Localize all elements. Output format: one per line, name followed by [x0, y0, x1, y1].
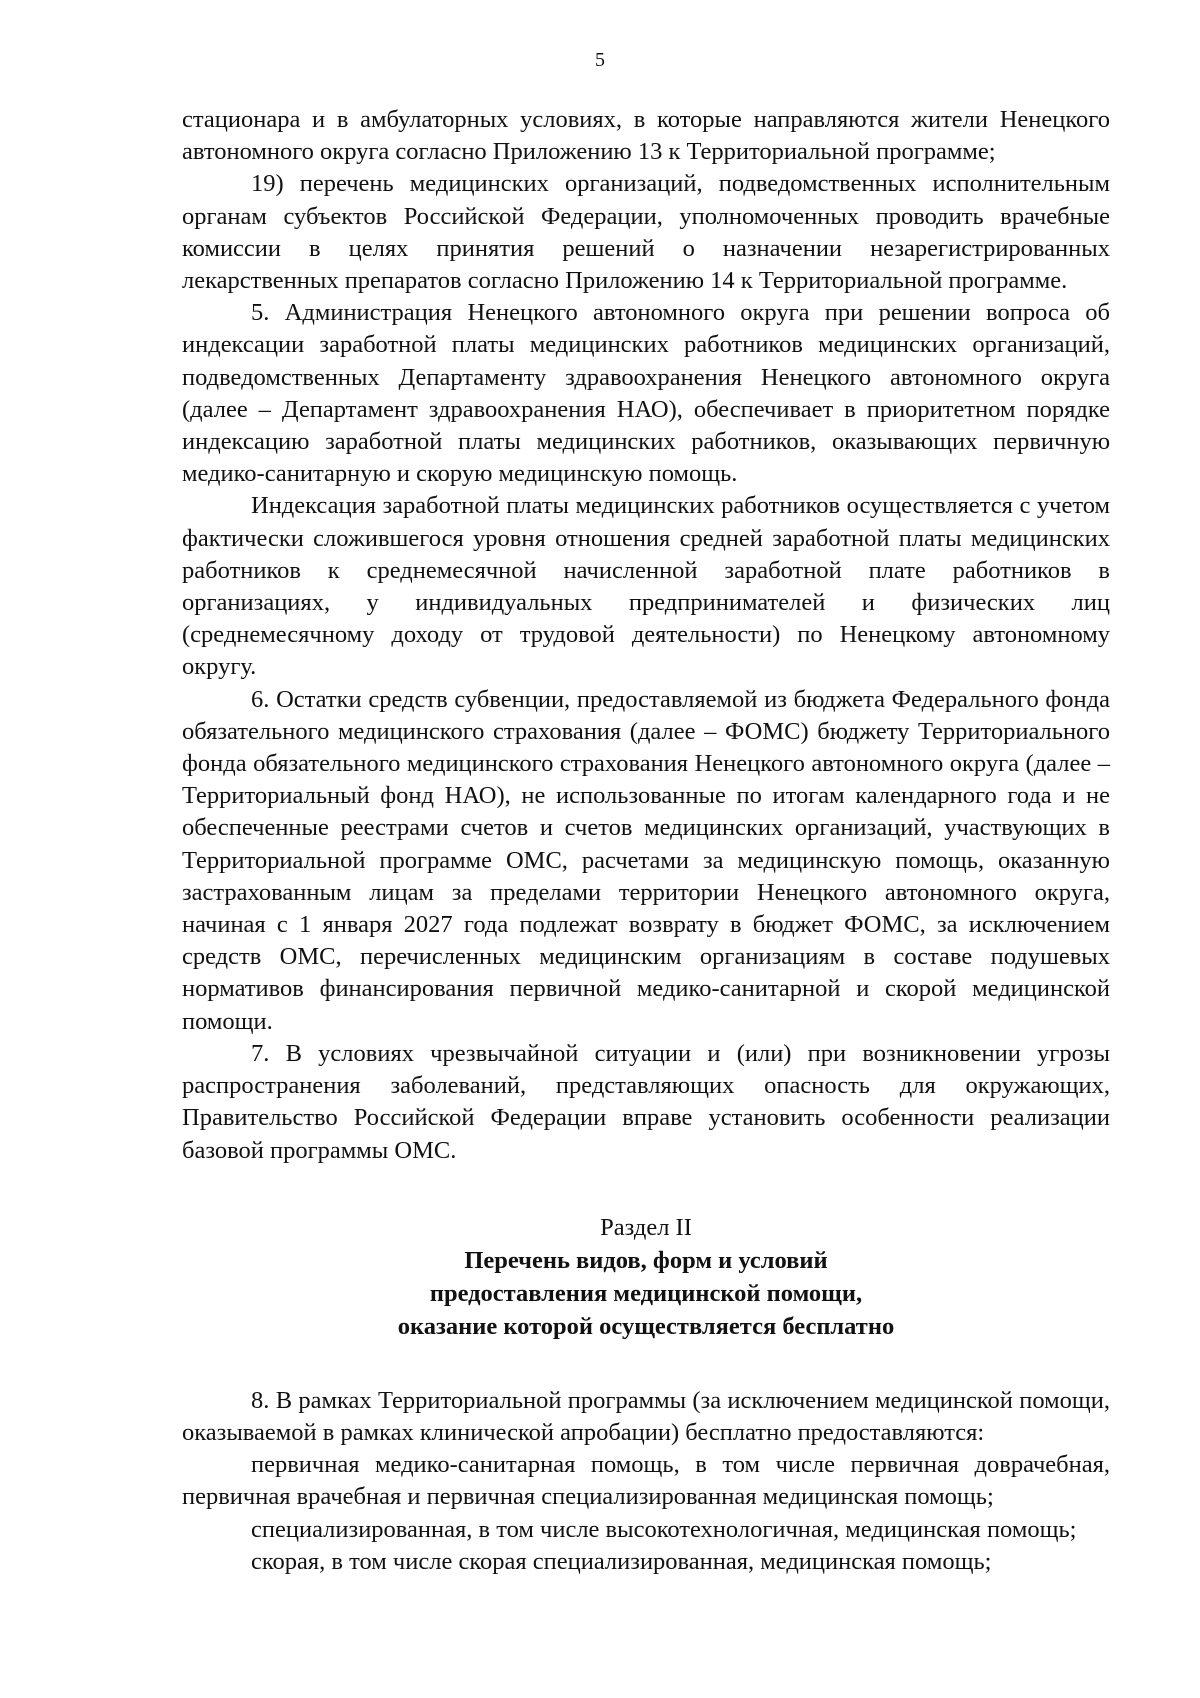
page-number: 5	[595, 49, 605, 71]
paragraph: 19) перечень медицинских организаций, подведомственных исполнительным органам субъектов Российской Федерации, уполномоченных проводить врачебные комиссии в целях принятия решений о назначении незарегистрированных лекарственных препаратов согласно Приложению 14 к Территориальной программе.	[182, 170, 1110, 295]
paragraph: 7. В условиях чрезвычайной ситуации и (или) при возникновении угрозы распространения заболеваний, представляющих опасность для окружающих, Правительство Российской Федерации вправе установить особенности реализации базовой программы ОМС.	[182, 1039, 1110, 1164]
section-title-line: предоставления медицинской помощи,	[429, 1279, 863, 1307]
paragraph: 5. Администрация Ненецкого автономного округа при решении вопроса об индексации заработной платы медицинских работников медицинских организаций, подведомственных Департаменту здравоохранения Ненецкого автономного округа (далее – Департамент здравоохранения НАО), обеспечивает в приоритетном порядке индексацию заработной платы медицинских работников, оказывающих первичную медико-санитарную и скорую медицинскую помощь.	[182, 299, 1110, 488]
paragraph: 8. В рамках Территориальной программы (за исключением медицинской помощи, оказываемой в рамках клинической апробации) бесплатно предоставляются:	[182, 1386, 1110, 1446]
section-title-line: оказание которой осуществляется бесплатно	[397, 1312, 895, 1340]
paragraph: специализированная, в том числе высокотехнологичная, медицинская помощь;	[251, 1515, 1077, 1543]
document-body	[182, 104, 1110, 1578]
paragraph: 6. Остатки средств субвенции, предоставляемой из бюджета Федерального фонда обязательного медицинского страхования (далее – ФОМС) бюджету Территориального фонда обязательного медицинского страхования Ненецкого автономного округа (далее – Территориальный фонд НАО), не использованные по итогам календарного года и не обеспеченные реестрами счетов и счетов медицинских организаций, участвующих в Территориальной программе ОМС, расчетами за медицинскую помощь, оказанную застрахованным лицам за пределами территории Ненецкого автономного округа, начиная с 1 января 2027 года подлежат возврату в бюджет ФОМС, за исключением средств ОМС, перечисленных медицинским организациям в составе подушевых нормативов финансирования первичной медико-санитарной и скорой медицинской помощи.	[182, 685, 1110, 1035]
paragraph: скорая, в том числе скорая специализированная, медицинская помощь;	[251, 1547, 992, 1575]
section-title-line: Перечень видов, форм и условий	[464, 1246, 828, 1274]
paragraphs-after-section	[182, 1385, 1110, 1578]
section-label: Раздел II	[600, 1213, 692, 1241]
section-heading	[182, 1211, 1110, 1343]
paragraph: Индексация заработной платы медицинских работников осуществляется с учетом фактически сложившегося уровня отношения средней заработной платы медицинских работников к среднемесячной начисленной заработной плате работников в организациях, у индивидуальных предпринимателей и физических лиц (среднемесячному доходу от трудовой деятельности) по Ненецкому автономному округу.	[182, 492, 1110, 681]
paragraph: первичная медико-санитарная помощь, в том числе первичная доврачебная, первичная врачебная и первичная специализированная медицинская помощь;	[182, 1451, 1110, 1511]
paragraph: стационара и в амбулаторных условиях, в которые направляются жители Ненецкого автономного округа согласно Приложению 13 к Территориальной программе;	[182, 106, 1110, 166]
paragraphs-before-section	[182, 104, 1110, 1167]
